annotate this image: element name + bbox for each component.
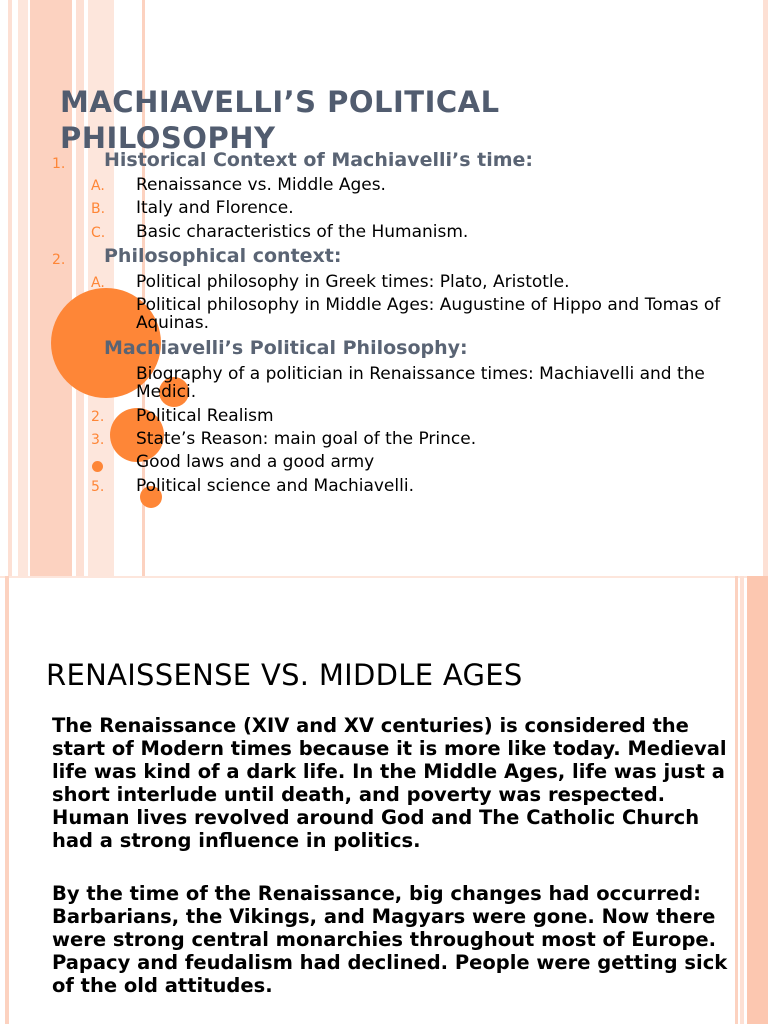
- section-heading: Historical Context of Machiavelli’s time:: [104, 149, 534, 171]
- list-item: Italy and Florence.: [136, 198, 294, 218]
- decor-stripe: [18, 0, 28, 576]
- slide-2: [0, 576, 768, 1024]
- list-item: Political Realism: [136, 406, 274, 426]
- item-marker: B.: [91, 201, 106, 217]
- slide-title: RENAISSENSE VS. MIDDLE AGES: [46, 658, 523, 692]
- list-item: Good laws and a good army: [136, 452, 375, 472]
- item-marker: 3.: [91, 432, 105, 448]
- body-paragraph: The Renaissance (XIV and XV centuries) is considered the start of Modern times because it is more like today. Medieval life was kind of a dark life. In the Middle Ages, life was just a short interlude until death, and poverty was respected. Human lives revolved around God and The Catholic Church had a strong influence in politics.: [52, 714, 727, 852]
- decor-stripe: [8, 0, 12, 576]
- decor-stripe: [763, 0, 768, 576]
- section-number: 2.: [52, 252, 66, 268]
- list-item: State’s Reason: main goal of the Prince.: [136, 429, 477, 449]
- section-number: 1.: [52, 156, 66, 172]
- list-item: Biography of a politician in Renaissance times: Machiavelli and the Medici.: [136, 364, 705, 402]
- decor-stripe: [5, 576, 9, 1024]
- list-item: Basic characteristics of the Humanism.: [136, 222, 469, 242]
- item-marker: A.: [91, 178, 105, 194]
- decor-circle-small: [92, 461, 103, 472]
- section-heading: Philosophical context:: [104, 245, 342, 267]
- list-item: Renaissance vs. Middle Ages.: [136, 175, 386, 195]
- list-item: Political science and Machiavelli.: [136, 476, 414, 496]
- decor-stripe: [0, 576, 768, 578]
- item-marker: C.: [91, 225, 106, 241]
- decor-stripe: [747, 576, 768, 1024]
- list-item: Political philosophy in Greek times: Plato, Aristotle.: [136, 272, 570, 292]
- item-marker: 2.: [91, 409, 105, 425]
- list-item: Political philosophy in Middle Ages: Augustine of Hippo and Tomas of Aquinas.: [136, 295, 721, 333]
- item-marker: 5.: [91, 479, 105, 495]
- slide-title: MACHIAVELLI’S POLITICAL PHILOSOPHY: [60, 85, 500, 155]
- body-paragraph: By the time of the Renaissance, big changes had occurred: Barbarians, the Vikings, and Magyars were gone. Now there were strong central monarchies throughout most of Europe. Papacy and feudalism had declined. People were getting sick of the old attitudes.: [52, 882, 728, 997]
- item-marker: A.: [91, 275, 105, 291]
- section-heading: Machiavelli’s Political Philosophy:: [104, 337, 468, 359]
